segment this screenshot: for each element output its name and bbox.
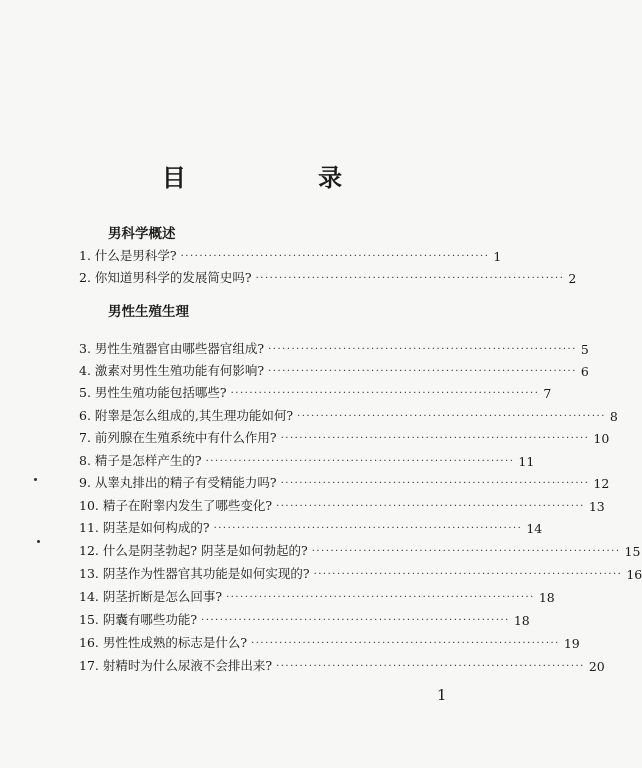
leader-dots: ·································································· xyxy=(311,546,621,557)
page-title: 目 录 xyxy=(161,164,405,192)
toc-entry-page: 19 xyxy=(563,636,580,651)
leader-dots: ·································································· xyxy=(226,592,535,603)
toc-entry[interactable] xyxy=(79,516,543,536)
toc-entry[interactable] xyxy=(79,426,610,446)
toc-entry-page: 6 xyxy=(580,364,589,379)
toc-entry-title: 16. 男性性成熟的标志是什么? xyxy=(79,635,248,650)
leader-dots: ·································································· xyxy=(205,456,515,467)
toc-entry-title: 14. 阴茎折断是怎么回事? xyxy=(79,589,223,604)
toc-entry-page: 13 xyxy=(588,499,605,514)
toc-entry[interactable] xyxy=(79,337,589,357)
leader-dots: ·································································· xyxy=(268,344,577,355)
toc-entry[interactable] xyxy=(79,404,618,424)
toc-entry-title: 12. 什么是阴茎勃起? 阴茎是如何勃起的? xyxy=(79,543,308,558)
toc-entry[interactable] xyxy=(79,244,502,264)
toc-entry[interactable] xyxy=(79,562,642,582)
toc-entry[interactable] xyxy=(79,359,589,379)
toc-entry-title: 1. 什么是男科学? xyxy=(79,248,177,263)
toc-entry-page: 18 xyxy=(538,590,555,605)
toc-entry-title: 15. 阴囊有哪些功能? xyxy=(79,612,198,627)
scan-speck xyxy=(34,478,37,481)
toc-entry-page: 15 xyxy=(624,544,641,559)
leader-dots: ·································································· xyxy=(276,661,585,672)
toc-entry[interactable] xyxy=(79,585,555,605)
toc-entry-title: 2. 你知道男科学的发展简史吗? xyxy=(79,270,252,285)
toc-entry-page: 11 xyxy=(518,454,535,469)
toc-entry-page: 16 xyxy=(626,567,642,582)
toc-entry-title: 13. 阴茎作为性器官其功能是如何实现的? xyxy=(79,566,310,581)
leader-dots: ·································································· xyxy=(251,638,560,649)
toc-entry-title: 10. 精子在附睾内发生了哪些变化? xyxy=(79,498,273,513)
leader-dots: ·································································· xyxy=(213,523,523,534)
leader-dots: ·································································· xyxy=(276,501,585,512)
toc-entry[interactable] xyxy=(79,654,605,674)
toc-entry-title: 6. 附睾是怎么组成的,其生理功能如何? xyxy=(79,408,294,423)
toc-entry-page: 10 xyxy=(593,431,610,446)
toc-entry-title: 17. 射精时为什么尿液不会排出来? xyxy=(79,658,273,673)
toc-entry[interactable] xyxy=(79,631,580,651)
toc-entry-title: 3. 男性生殖器官由哪些器官组成? xyxy=(79,341,265,356)
toc-entry-page: 14 xyxy=(526,521,543,536)
toc-entry[interactable] xyxy=(79,381,552,401)
toc-entry-page: 18 xyxy=(513,613,530,628)
toc-entry[interactable] xyxy=(79,471,610,491)
leader-dots: ·································································· xyxy=(230,388,540,399)
section-heading: 男科学概述 xyxy=(108,226,176,242)
section-heading: 男性生殖生理 xyxy=(108,304,189,320)
leader-dots: ·································································· xyxy=(180,251,490,262)
toc-entry-title: 11. 阴茎是如何构成的? xyxy=(79,520,210,535)
leader-dots: ·································································· xyxy=(297,411,606,422)
leader-dots: ·································································· xyxy=(201,615,510,626)
toc-entry-page: 7 xyxy=(543,386,552,401)
toc-entry-title: 4. 激素对男性生殖功能有何影响? xyxy=(79,363,265,378)
toc-entry-page: 12 xyxy=(593,476,610,491)
toc-entry[interactable] xyxy=(79,449,535,469)
toc-entry[interactable] xyxy=(79,494,605,514)
toc-entry-title: 8. 精子是怎样产生的? xyxy=(79,453,202,468)
leader-dots: ·································································· xyxy=(255,273,565,284)
toc-entry-page: 20 xyxy=(588,659,605,674)
toc-entry[interactable] xyxy=(79,539,641,559)
toc-entry[interactable] xyxy=(79,608,530,628)
toc-entry-page: 1 xyxy=(493,249,502,264)
toc-entry-title: 5. 男性生殖功能包括哪些? xyxy=(79,385,227,400)
toc-entry-title: 9. 从睾丸排出的精子有受精能力吗? xyxy=(79,475,277,490)
leader-dots: ·································································· xyxy=(280,478,590,489)
toc-entry-page: 8 xyxy=(609,409,618,424)
scan-speck xyxy=(37,540,40,543)
leader-dots: ·································································· xyxy=(268,366,577,377)
page-number: 1 xyxy=(437,686,447,704)
leader-dots: ·································································· xyxy=(280,433,590,444)
toc-entry[interactable] xyxy=(79,266,577,286)
toc-entry-page: 2 xyxy=(568,271,577,286)
toc-entry-title: 7. 前列腺在生殖系统中有什么作用? xyxy=(79,430,277,445)
leader-dots: ·································································· xyxy=(313,569,623,580)
toc-entry-page: 5 xyxy=(580,342,589,357)
